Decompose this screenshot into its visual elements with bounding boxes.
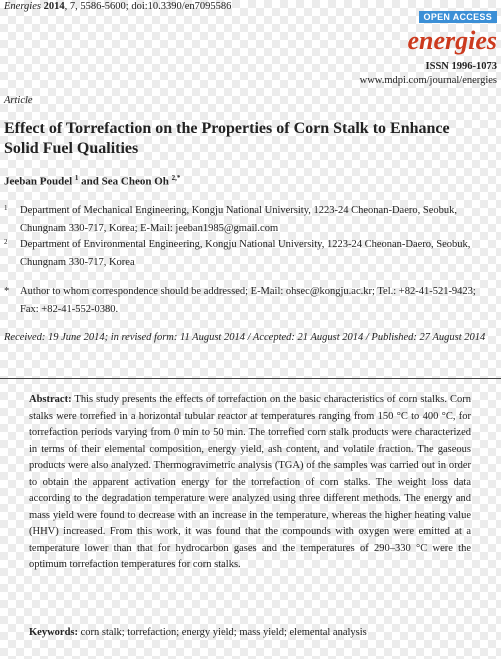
journal-logo: energies: [407, 26, 497, 55]
affiliation-number: 2: [4, 238, 8, 246]
affiliation-2: [4, 236, 494, 272]
keywords-text: corn stalk; torrefaction; energy yield; mass yield; elemental analysis: [78, 627, 367, 638]
affiliation-text: Department of Environmental Engineering, Kongju National University, 1223-24 Cheonan-Daero, Seobuk, Chungnam 330-717, Korea: [20, 239, 471, 268]
issn: ISSN 1996-1073: [425, 61, 497, 72]
volume-doi: , 7, 5586-5600; doi:10.3390/en7095586: [64, 1, 232, 12]
publication-dates: Received: 19 June 2014; in revised form: 11 August 2014 / Accepted: 21 August 2014 / Published: 27 August 2014: [4, 332, 486, 343]
journal-url[interactable]: www.mdpi.com/journal/energies: [359, 75, 497, 86]
author-conjunction: and: [78, 175, 102, 188]
correspondence: [4, 283, 494, 319]
author-affil-sup: 2,*: [171, 174, 181, 182]
affiliation-text: Department of Mechanical Engineering, Kongju National University, 1223-24 Cheonan-Daero, Seobuk, Chungnam 330-717, Korea; E-Mail: jeeban1985@gmail.com: [20, 205, 457, 234]
journal-year: 2014: [43, 1, 65, 12]
author-name: Jeeban Poudel: [4, 175, 73, 188]
affiliation-1: [4, 202, 494, 238]
divider: [0, 378, 501, 379]
author-affil-sup: 1: [74, 174, 79, 182]
abstract-text: This study presents the effects of torrefaction on the basic characteristics of corn stalks. Corn stalks were torrefied in a horizontal tubular reactor at temperatures ranging from 150 °C to 400 °C, for torrefaction periods varying from 0 min to 50 min. The torrefied corn stalk products were characterized in terms of their elemental composition, energy yield, ash content, and volatile fraction. The gaseous products were also analyzed. Thermogravimetric analysis (TGA) of the samples was carried out in order to obtain the apparent activation energy for the torrefaction of corn stalks. The weight loss data according to the degradation temperature were analyzed using three different methods. The energy and mass yield were found to decrease with an increase in the temperature, whereas the higher heating value (HHV) increased. From this work, it was found that the compounds with oxygen were emitted at a temperature lower than that for hydrocarbon gases and the temperatures of 290–330 °C were the optimum torrefaction temperatures for corn stalks.: [29, 394, 471, 570]
author-name: Sea Cheon Oh: [101, 175, 169, 188]
abstract: [29, 392, 471, 574]
article-type: Article: [4, 95, 33, 106]
author-list: [4, 174, 180, 188]
paper-title: Effect of Torrefaction on the Properties of Corn Stalk to Enhance Solid Fuel Qualities: [4, 120, 450, 157]
abstract-label: Abstract:: [29, 394, 72, 405]
correspondence-text: Author to whom correspondence should be addressed; E-Mail: ohsec@kongju.ac.kr; Tel.: +82-41-521-9423; Fax: +82-41-552-0380.: [20, 286, 476, 315]
citation-line: [4, 1, 231, 12]
open-access-badge: OPEN ACCESS: [419, 11, 497, 23]
affiliation-number: 1: [4, 204, 8, 212]
keywords: [29, 627, 471, 638]
correspondence-star: *: [4, 286, 10, 297]
journal-name: Energies: [4, 1, 41, 12]
keywords-label: Keywords:: [29, 627, 78, 638]
